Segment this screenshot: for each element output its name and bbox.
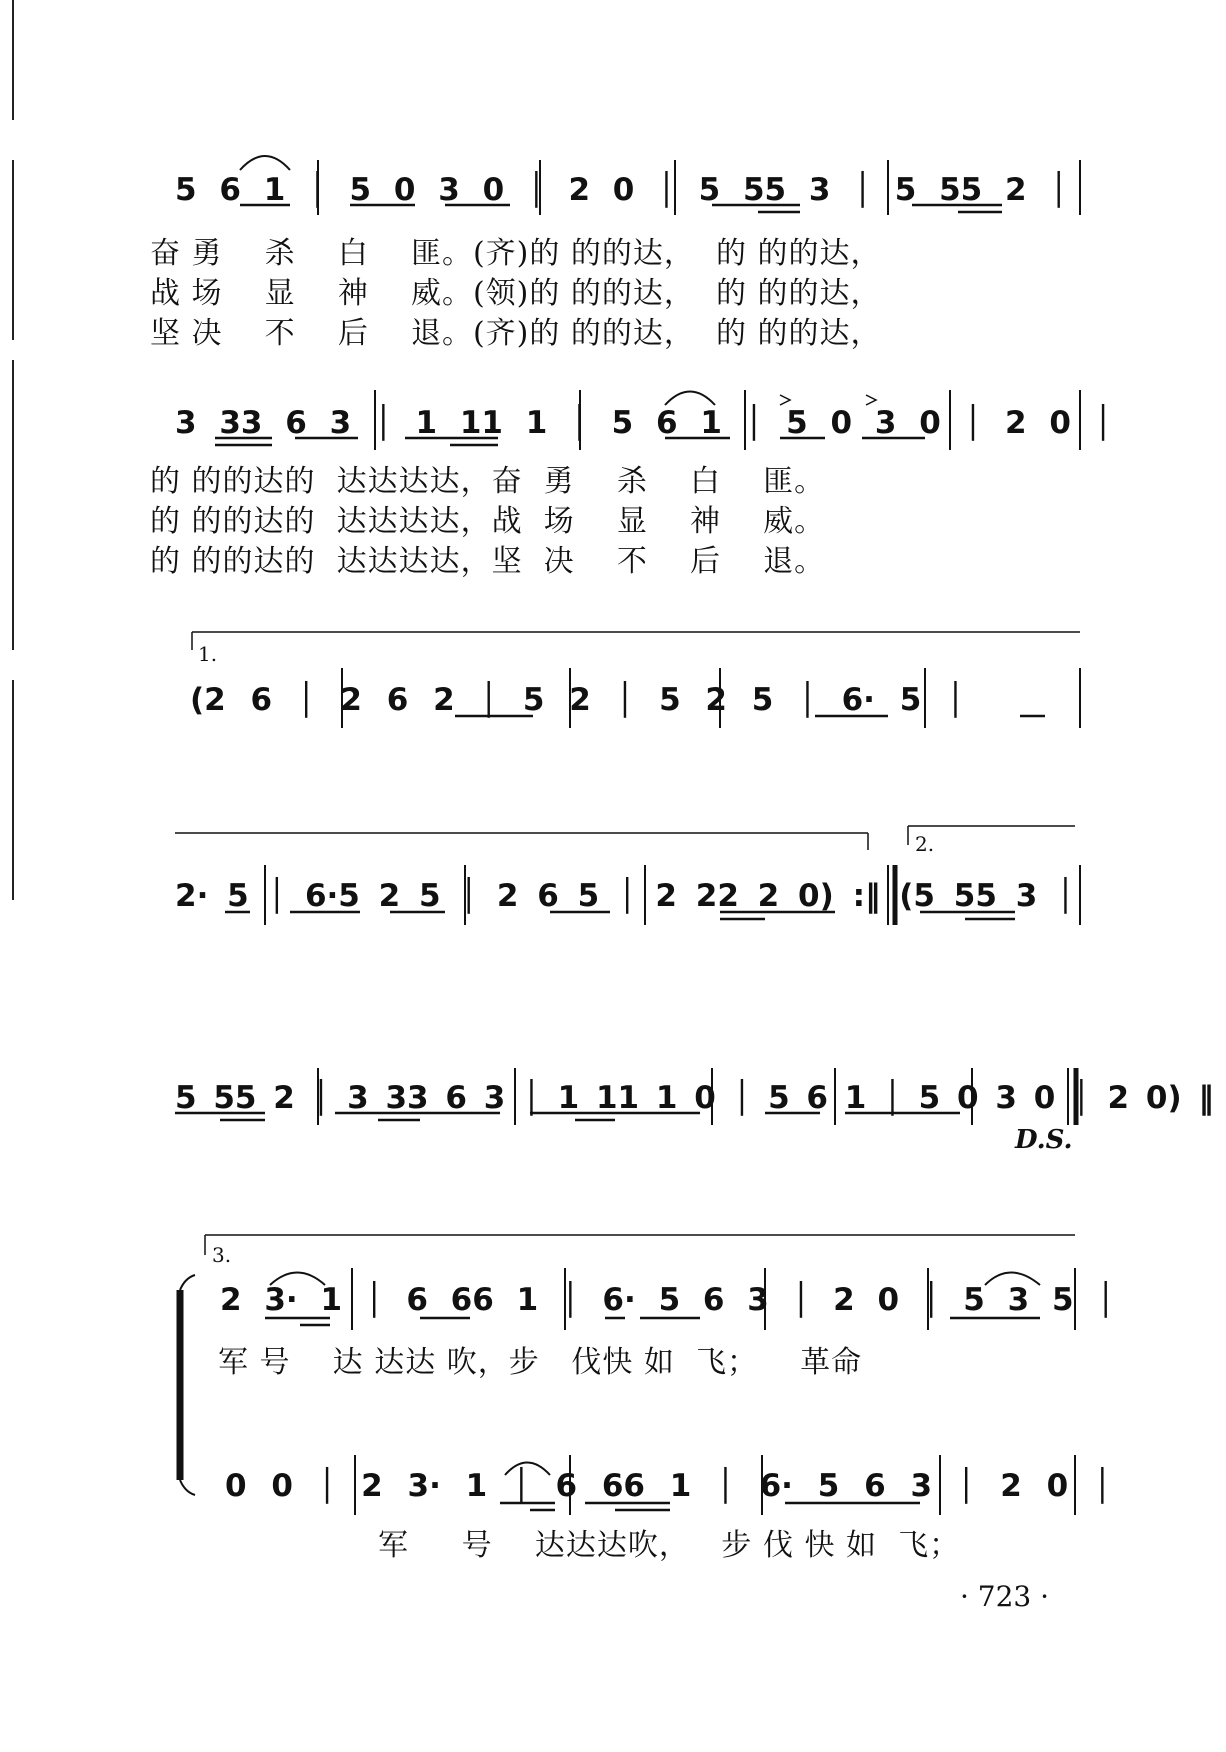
volta-1-label: 1. (198, 642, 218, 666)
lyrics-line-6: 军 号 达 达达 吹，步 伐快 如 飞； 革命 (218, 1345, 863, 1380)
lyrics-line-7: 军 号 达达达吹， 步 伐 快 如 飞； (378, 1528, 961, 1563)
lyrics-line-1-verse-2: 战 场 显 神 威。(领)的 的的达， 的 的的达， (150, 276, 882, 311)
volta-3-bracket (205, 1235, 1075, 1255)
dal-segno-mark: D.S. (1015, 1125, 1073, 1155)
lyrics-line-2-verse-3: 的 的的达的 达达达达，坚 决 不 后 退。 (150, 544, 826, 579)
volta-1-end (175, 833, 868, 850)
notes-line-7: 0 0 │ 2 3· 1 │ 6 66 1 │ 6· 5 6 3 │ 2 0 │ (225, 1468, 1112, 1504)
notes-line-1: 5 6 1 │ 5 0 3 0 │ 2 0 │ 5 55 3 │ 5 55 2 │ (175, 172, 1069, 208)
notes-line-3: (2 6 │ 2 6 2 │ 5 2 │ 5 2 5 │ 6· 5 │ (190, 682, 965, 718)
volta-3-label: 3. (212, 1243, 232, 1267)
notes-line-2: 3 33 6 3 │ 1 11 1 │ 5 6 1 │ 5 0 3 0 │ 2 0 │ (175, 405, 1113, 441)
lyrics-line-2-verse-2: 的 的的达的 达达达达，战 场 显 神 威。 (150, 504, 826, 539)
notes-line-5: 5 55 2 │ 3 33 6 3 │ 1 11 1 0 │ 5 6 1 │ 5 0 3 0 │ 2 0) ‖ (175, 1080, 1214, 1116)
lyrics-line-1-verse-1: 奋 勇 杀 白 匪。(齐)的 的的达， 的 的的达， (150, 236, 882, 271)
lyrics-line-2-verse-1: 的 的的达的 达达达达，奋 勇 杀 白 匪。 (150, 464, 826, 499)
notes-line-4: 2· 5 │ 6·5 2 5 │ 2 6 5 │ 2 22 2 0) :‖ (5 55 3 │ (175, 878, 1075, 914)
page-number: · 723 · (960, 1580, 1050, 1613)
notes-line-6: 2 3· 1 │ 6 66 1 │ 6· 5 6 3 │ 2 0 │ 5 3 5 │ (220, 1282, 1116, 1318)
system-brace (180, 1275, 195, 1495)
lyrics-line-1-verse-3: 坚 决 不 后 退。(齐)的 的的达， 的 的的达， (150, 316, 882, 351)
volta-1-bracket (192, 632, 1080, 650)
volta-2-label: 2. (915, 832, 935, 856)
